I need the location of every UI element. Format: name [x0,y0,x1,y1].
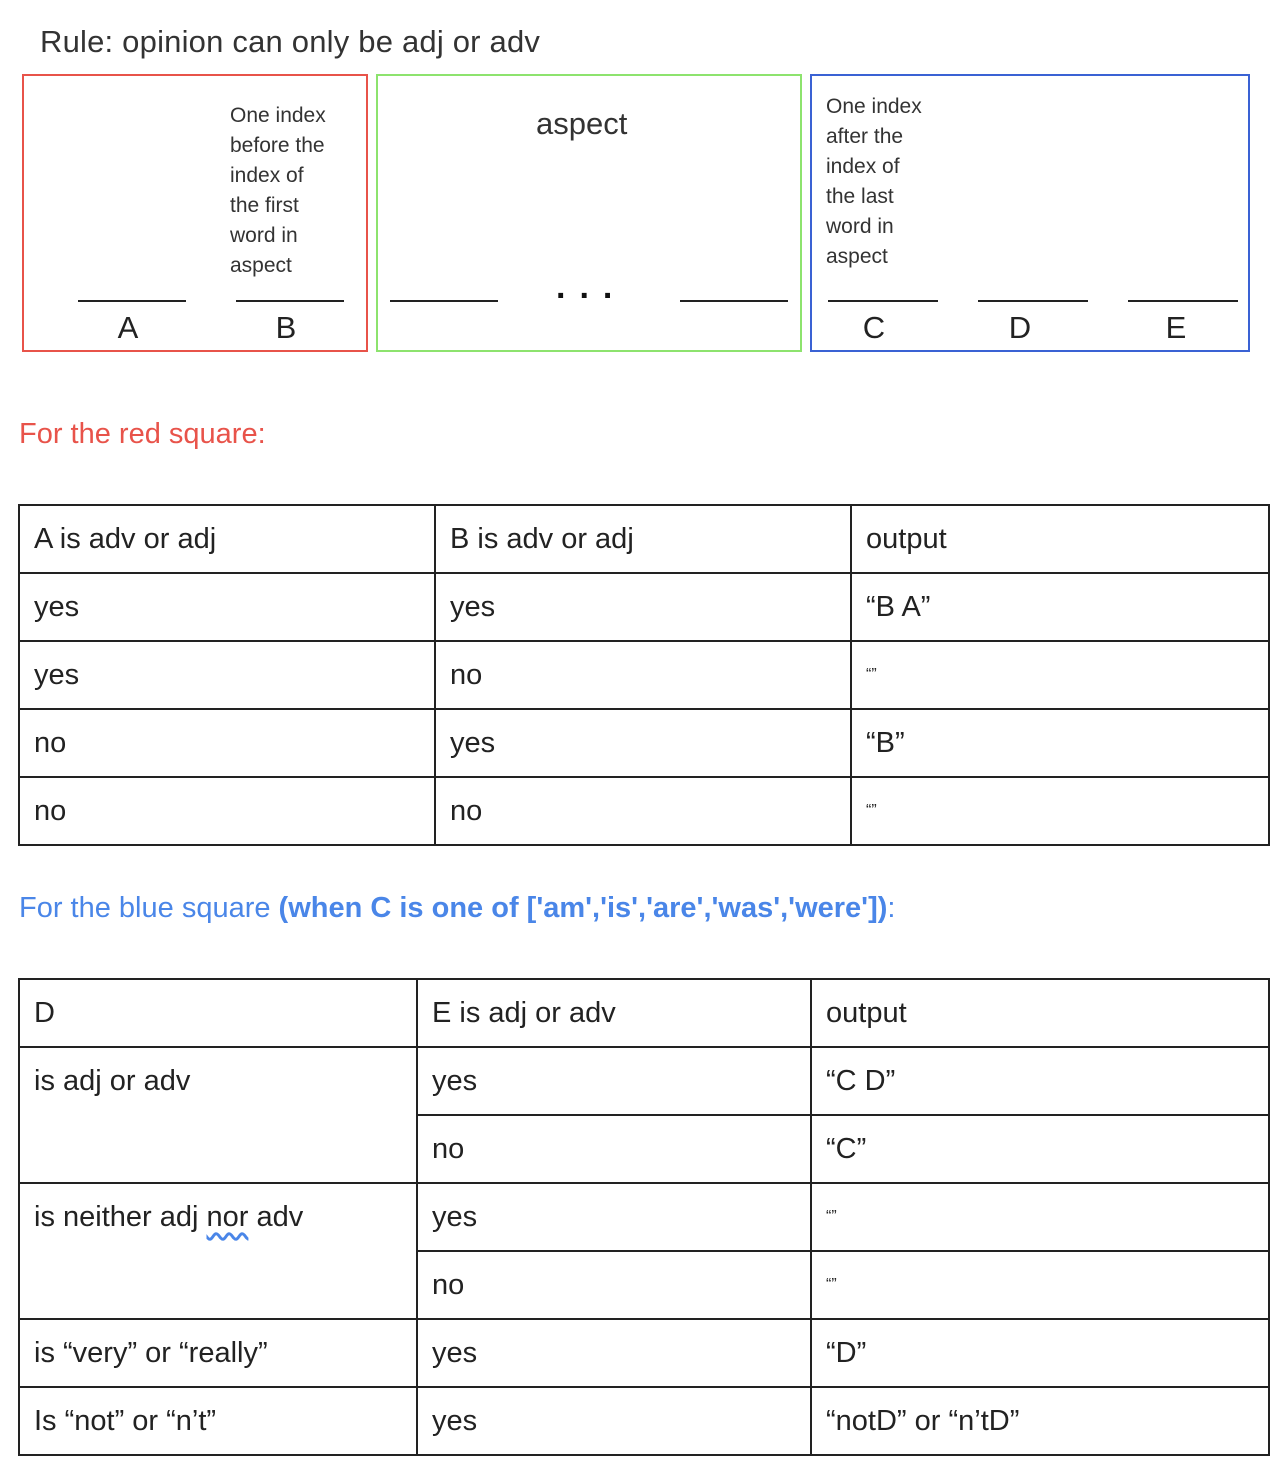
blank-b [236,300,344,302]
table-cell: “notD” or “n’tD” [811,1387,1269,1455]
blank-d [978,300,1088,302]
table-cell: yes [19,573,435,641]
table-cell [851,641,1269,709]
cell-text: is neither adj [34,1201,207,1233]
blue-heading-text: For the blue square [19,892,279,924]
table-cell: “B” [851,709,1269,777]
letter-e: E [1165,310,1187,345]
header-cell: output [811,979,1269,1047]
blue-square-table [18,978,1270,1456]
table-row [19,777,1269,845]
table-cell: “C D” [811,1047,1269,1115]
table-cell: is “very” or “really” [19,1319,417,1387]
red-square [22,74,368,352]
table-cell: yes [417,1047,811,1115]
table-cell: is adj or adv [19,1047,417,1183]
table-row [19,709,1269,777]
table-cell: yes [435,709,851,777]
page-title: Rule: opinion can only be adj or adv [40,24,541,59]
table-cell: no [435,641,851,709]
empty-quote: “” [826,1208,837,1225]
table-cell: no [19,777,435,845]
blue-section-heading [19,892,895,925]
blue-square-note: One index after the index of the last word in aspect [826,95,922,268]
blank-c [828,300,938,302]
blank-e [1128,300,1238,302]
table-header-row [19,505,1269,573]
red-square-note: One index before the index of the first word in aspect [230,104,326,277]
blank-a [78,300,186,302]
blue-heading-condition: (when C is one of ['am','is','are','was','were']) [278,892,888,924]
letter-a: A [117,310,139,345]
table-cell: no [19,709,435,777]
table-row [19,1183,1269,1251]
table-row [19,1047,1269,1115]
ellipsis: ... [556,268,627,306]
header-cell: output [851,505,1269,573]
table-cell: “D” [811,1319,1269,1387]
empty-quote: “” [826,1276,837,1293]
table-cell: yes [417,1387,811,1455]
table-cell: “C” [811,1115,1269,1183]
table-cell: no [417,1115,811,1183]
header-cell: D [19,979,417,1047]
table-cell: yes [435,573,851,641]
table-cell [811,1251,1269,1319]
blank-aspect-first [390,300,498,302]
cell-text: adv [248,1201,304,1233]
empty-quote: “” [866,666,877,683]
table-cell [851,777,1269,845]
red-square-table [18,504,1270,846]
aspect-label: aspect [536,106,628,141]
table-cell: no [417,1251,811,1319]
blue-heading-colon: : [887,892,896,924]
red-section-heading: For the red square: [19,418,266,450]
letter-d: D [1008,310,1032,345]
table-cell [19,1183,417,1319]
table-cell: yes [417,1183,811,1251]
table-row [19,641,1269,709]
table-cell: yes [19,641,435,709]
empty-quote: “” [866,802,877,819]
green-square [376,74,802,352]
header-cell: B is adv or adj [435,505,851,573]
table-row [19,1319,1269,1387]
table-row [19,1387,1269,1455]
table-cell: yes [417,1319,811,1387]
blank-aspect-last [680,300,788,302]
header-cell: E is adj or adv [417,979,811,1047]
spellcheck-word: nor [206,1201,249,1233]
table-cell: “B A” [851,573,1269,641]
table-header-row [19,979,1269,1047]
table-cell [811,1183,1269,1251]
table-row [19,573,1269,641]
blue-square [810,74,1250,352]
letter-b: B [275,310,297,345]
table-cell: no [435,777,851,845]
table-cell: Is “not” or “n’t” [19,1387,417,1455]
header-cell: A is adv or adj [19,505,435,573]
letter-c: C [862,310,886,345]
